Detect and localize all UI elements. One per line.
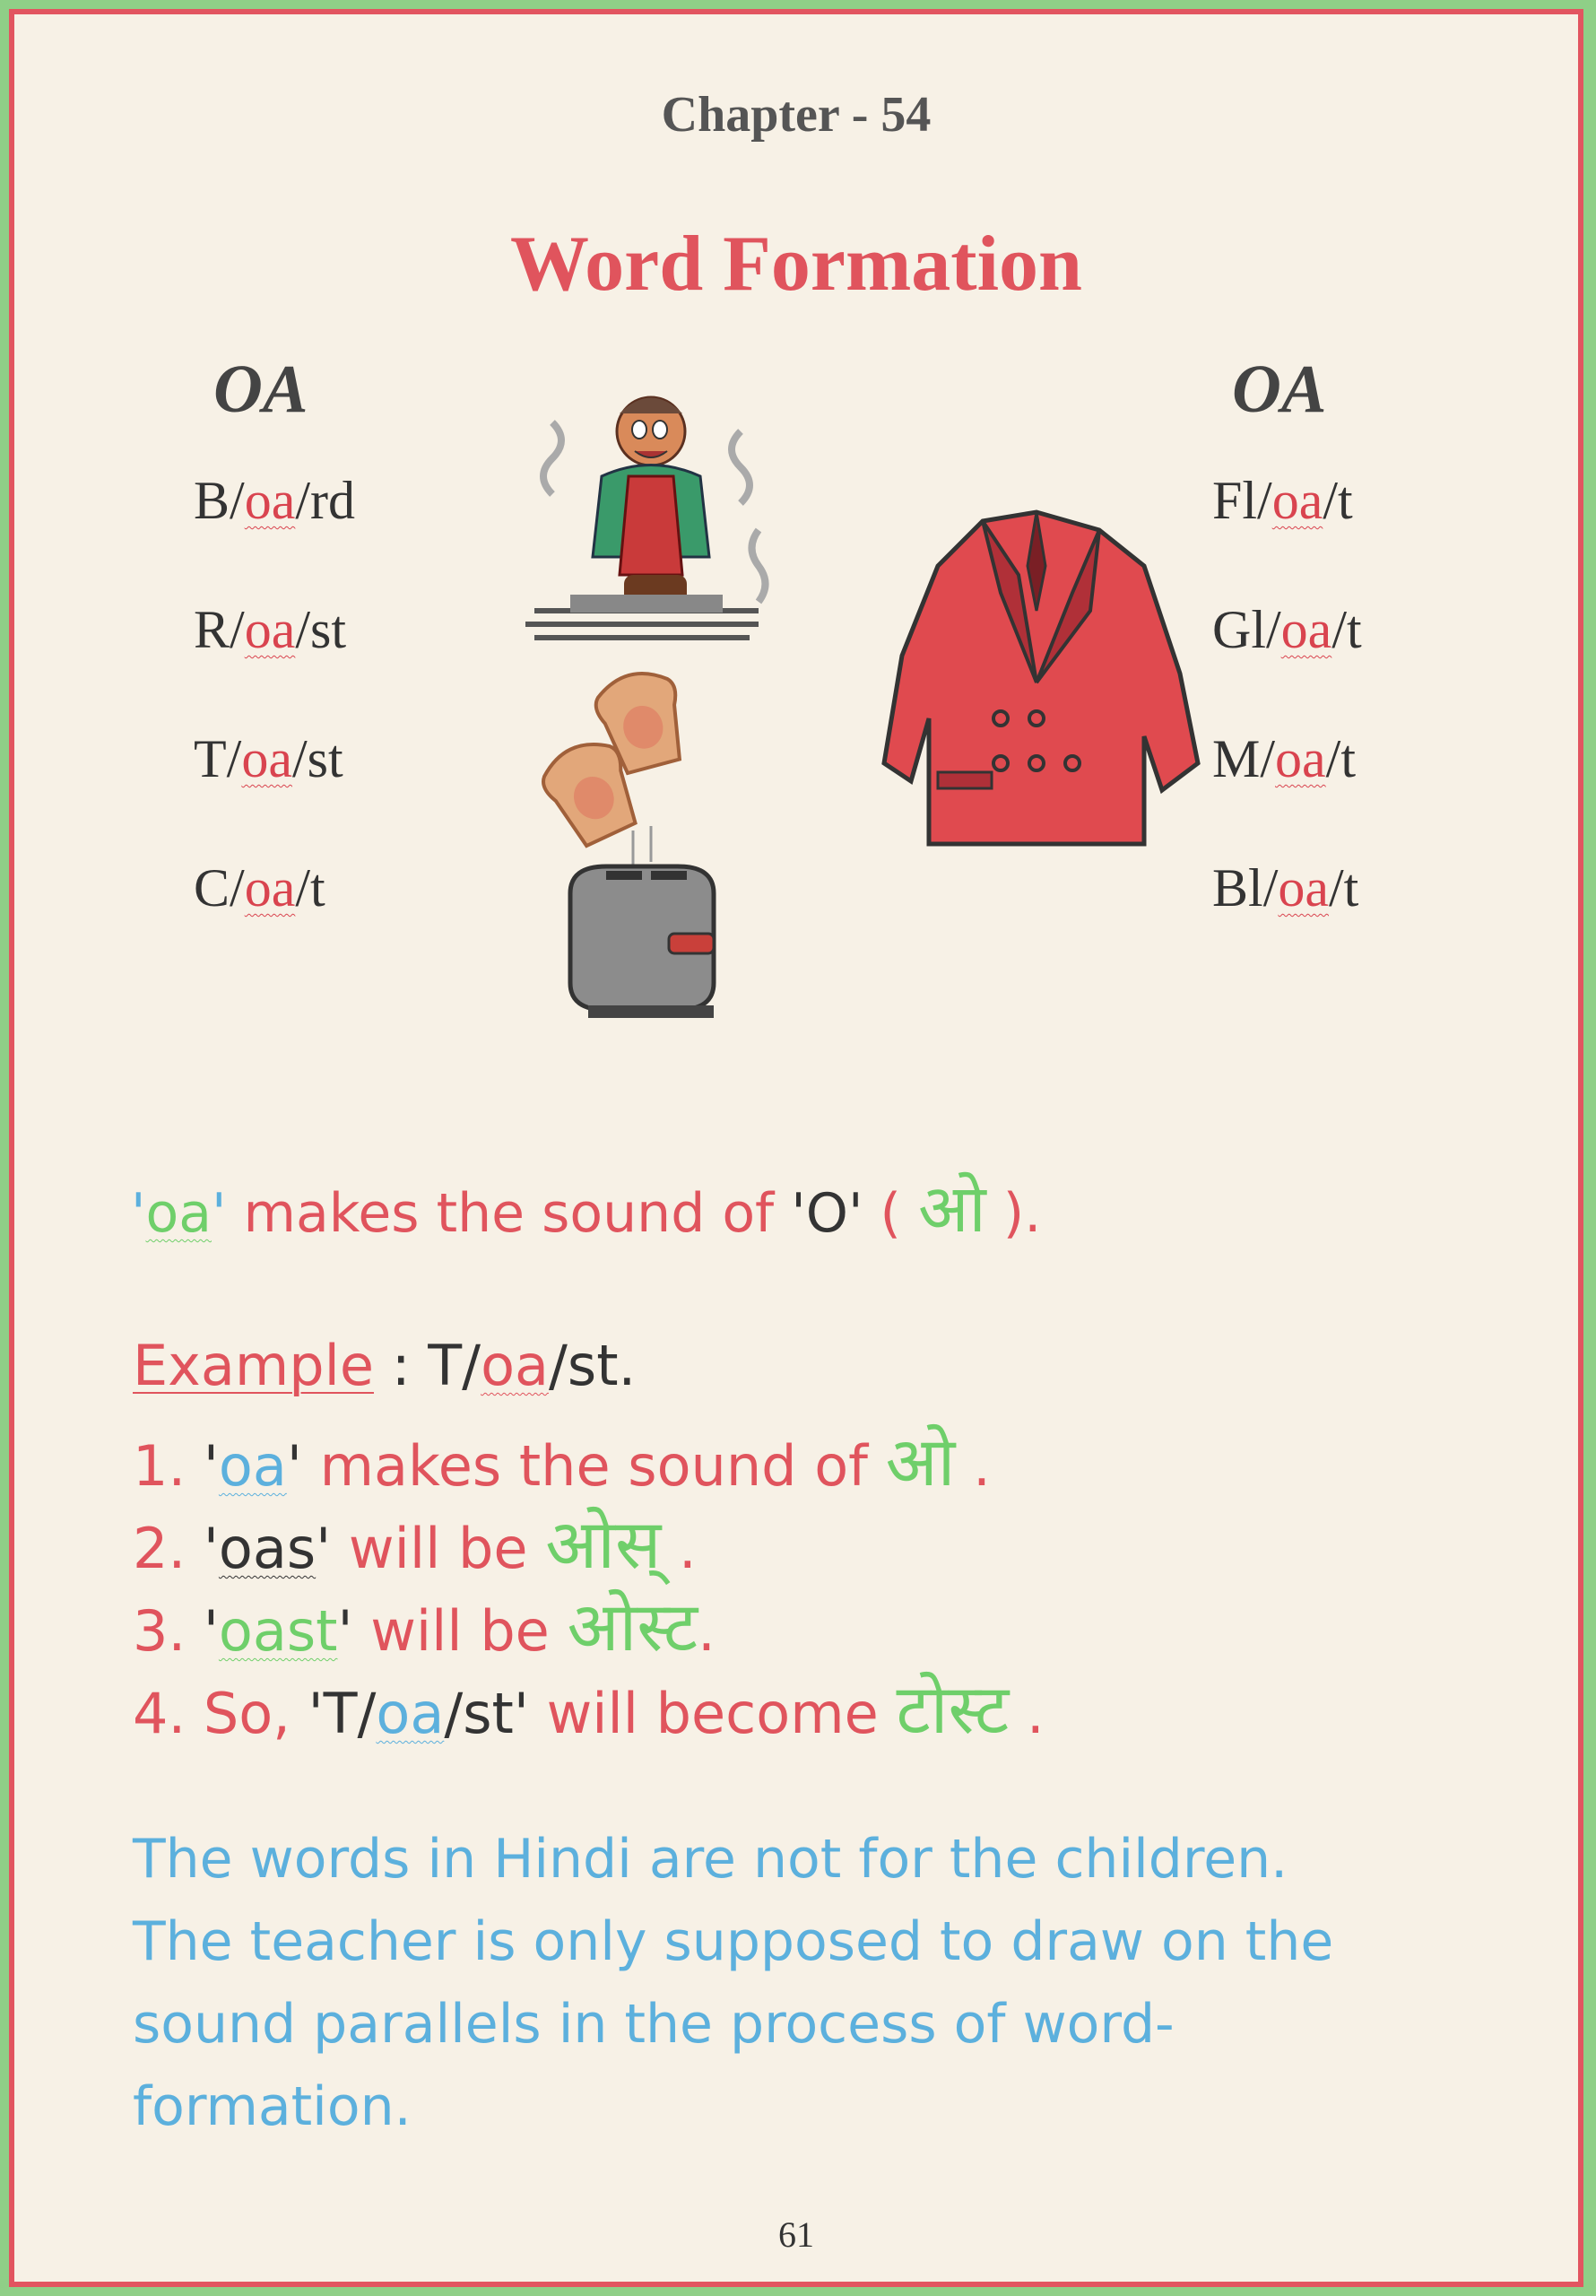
right-word-3: M/oa/t <box>1212 729 1357 788</box>
book-page <box>9 9 1583 2287</box>
teacher-note-line-3: sound parallels in the process of word- <box>133 1993 1175 2056</box>
rule-sentence: 'oa' makes the sound of 'O' ( ओ ). <box>131 1170 1042 1248</box>
red-coat-illustration <box>875 503 1207 880</box>
left-column-heading: OA <box>213 352 308 427</box>
chapter-label: Chapter - 54 <box>661 87 932 143</box>
left-word-3: T/oa/st <box>194 729 343 788</box>
page-title: Word Formation <box>510 221 1082 308</box>
right-column-heading: OA <box>1232 352 1327 427</box>
right-word-1: Fl/oa/t <box>1212 471 1353 530</box>
example-header: Example : T/oa/st. <box>133 1333 637 1398</box>
roasting-man-illustration <box>516 387 785 656</box>
example-step-3: 3. 'oast' will be ओस्ट. <box>133 1587 716 1666</box>
teacher-note-line-2: The teacher is only supposed to draw on the <box>133 1910 1334 1973</box>
right-word-4: Bl/oa/t <box>1212 858 1359 918</box>
example-step-4: 4. So, 'T/oa/st' will become टोस्ट . <box>133 1669 1045 1749</box>
right-word-2: Gl/oa/t <box>1212 600 1362 659</box>
example-step-1: 1. 'oa' makes the sound of ओ . <box>133 1422 991 1501</box>
teacher-note-line-4: formation. <box>133 2075 412 2138</box>
toast-toaster-illustration <box>534 669 750 1028</box>
page-number: 61 <box>778 2214 814 2255</box>
left-word-4: C/oa/t <box>194 858 325 918</box>
left-word-1: B/oa/rd <box>194 471 355 530</box>
left-word-2: R/oa/st <box>194 600 347 659</box>
teacher-note-line-1: The words in Hindi are not for the children. <box>133 1828 1288 1891</box>
example-step-2: 2. 'oas' will be ओस् . <box>133 1504 697 1584</box>
